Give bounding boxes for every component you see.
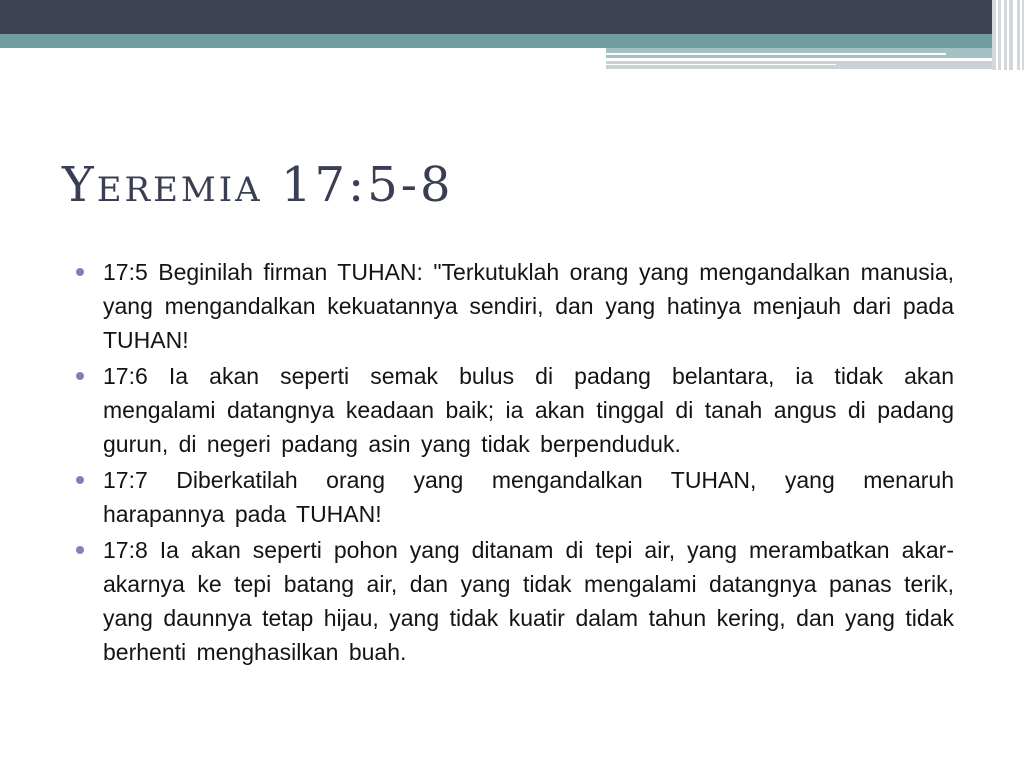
verse-text: 17:8 Ia akan seperti pohon yang ditanam di tepi air, yang merambatkan akar-akarnya ke tepi batang air, dan yang tidak mengalami datangnya panas terik, yang daunnya tetap hijau, yang tidak kuatir dalam tahun kering, dan yang tidak berhenti menghasilkan buah. [103, 537, 954, 665]
header-band-dark [0, 0, 1024, 34]
verse-list [76, 255, 954, 671]
verse-item [76, 463, 954, 531]
header-band-gray [606, 61, 998, 69]
bullet-icon [76, 476, 84, 484]
header-accent-line [606, 53, 946, 55]
verse-item [76, 255, 954, 357]
verse-text: 17:7 Diberkatilah orang yang mengandalkan TUHAN, yang menaruh harapannya pada TUHAN! [103, 467, 954, 527]
header-accent-line-2 [606, 64, 836, 65]
header-vertical-stripes [992, 0, 1024, 70]
verse-text: 17:6 Ia akan seperti semak bulus di padang belantara, ia tidak akan mengalami datangnya keadaan baik; ia akan tinggal di tanah angus di padang gurun, di negeri padang asin yang tidak berpenduduk. [103, 363, 954, 457]
bullet-icon [76, 372, 84, 380]
slide-title: Yeremia 17:5-8 [62, 157, 454, 213]
header-band-teal [0, 34, 1024, 48]
bullet-icon [76, 546, 84, 554]
verse-item [76, 359, 954, 461]
verse-text: 17:5 Beginilah firman TUHAN: "Terkutuklah orang yang mengandalkan manusia, yang mengandalkan kekuatannya sendiri, dan yang hatinya menjauh dari pada TUHAN! [103, 259, 954, 353]
bullet-icon [76, 268, 84, 276]
verse-item [76, 533, 954, 669]
